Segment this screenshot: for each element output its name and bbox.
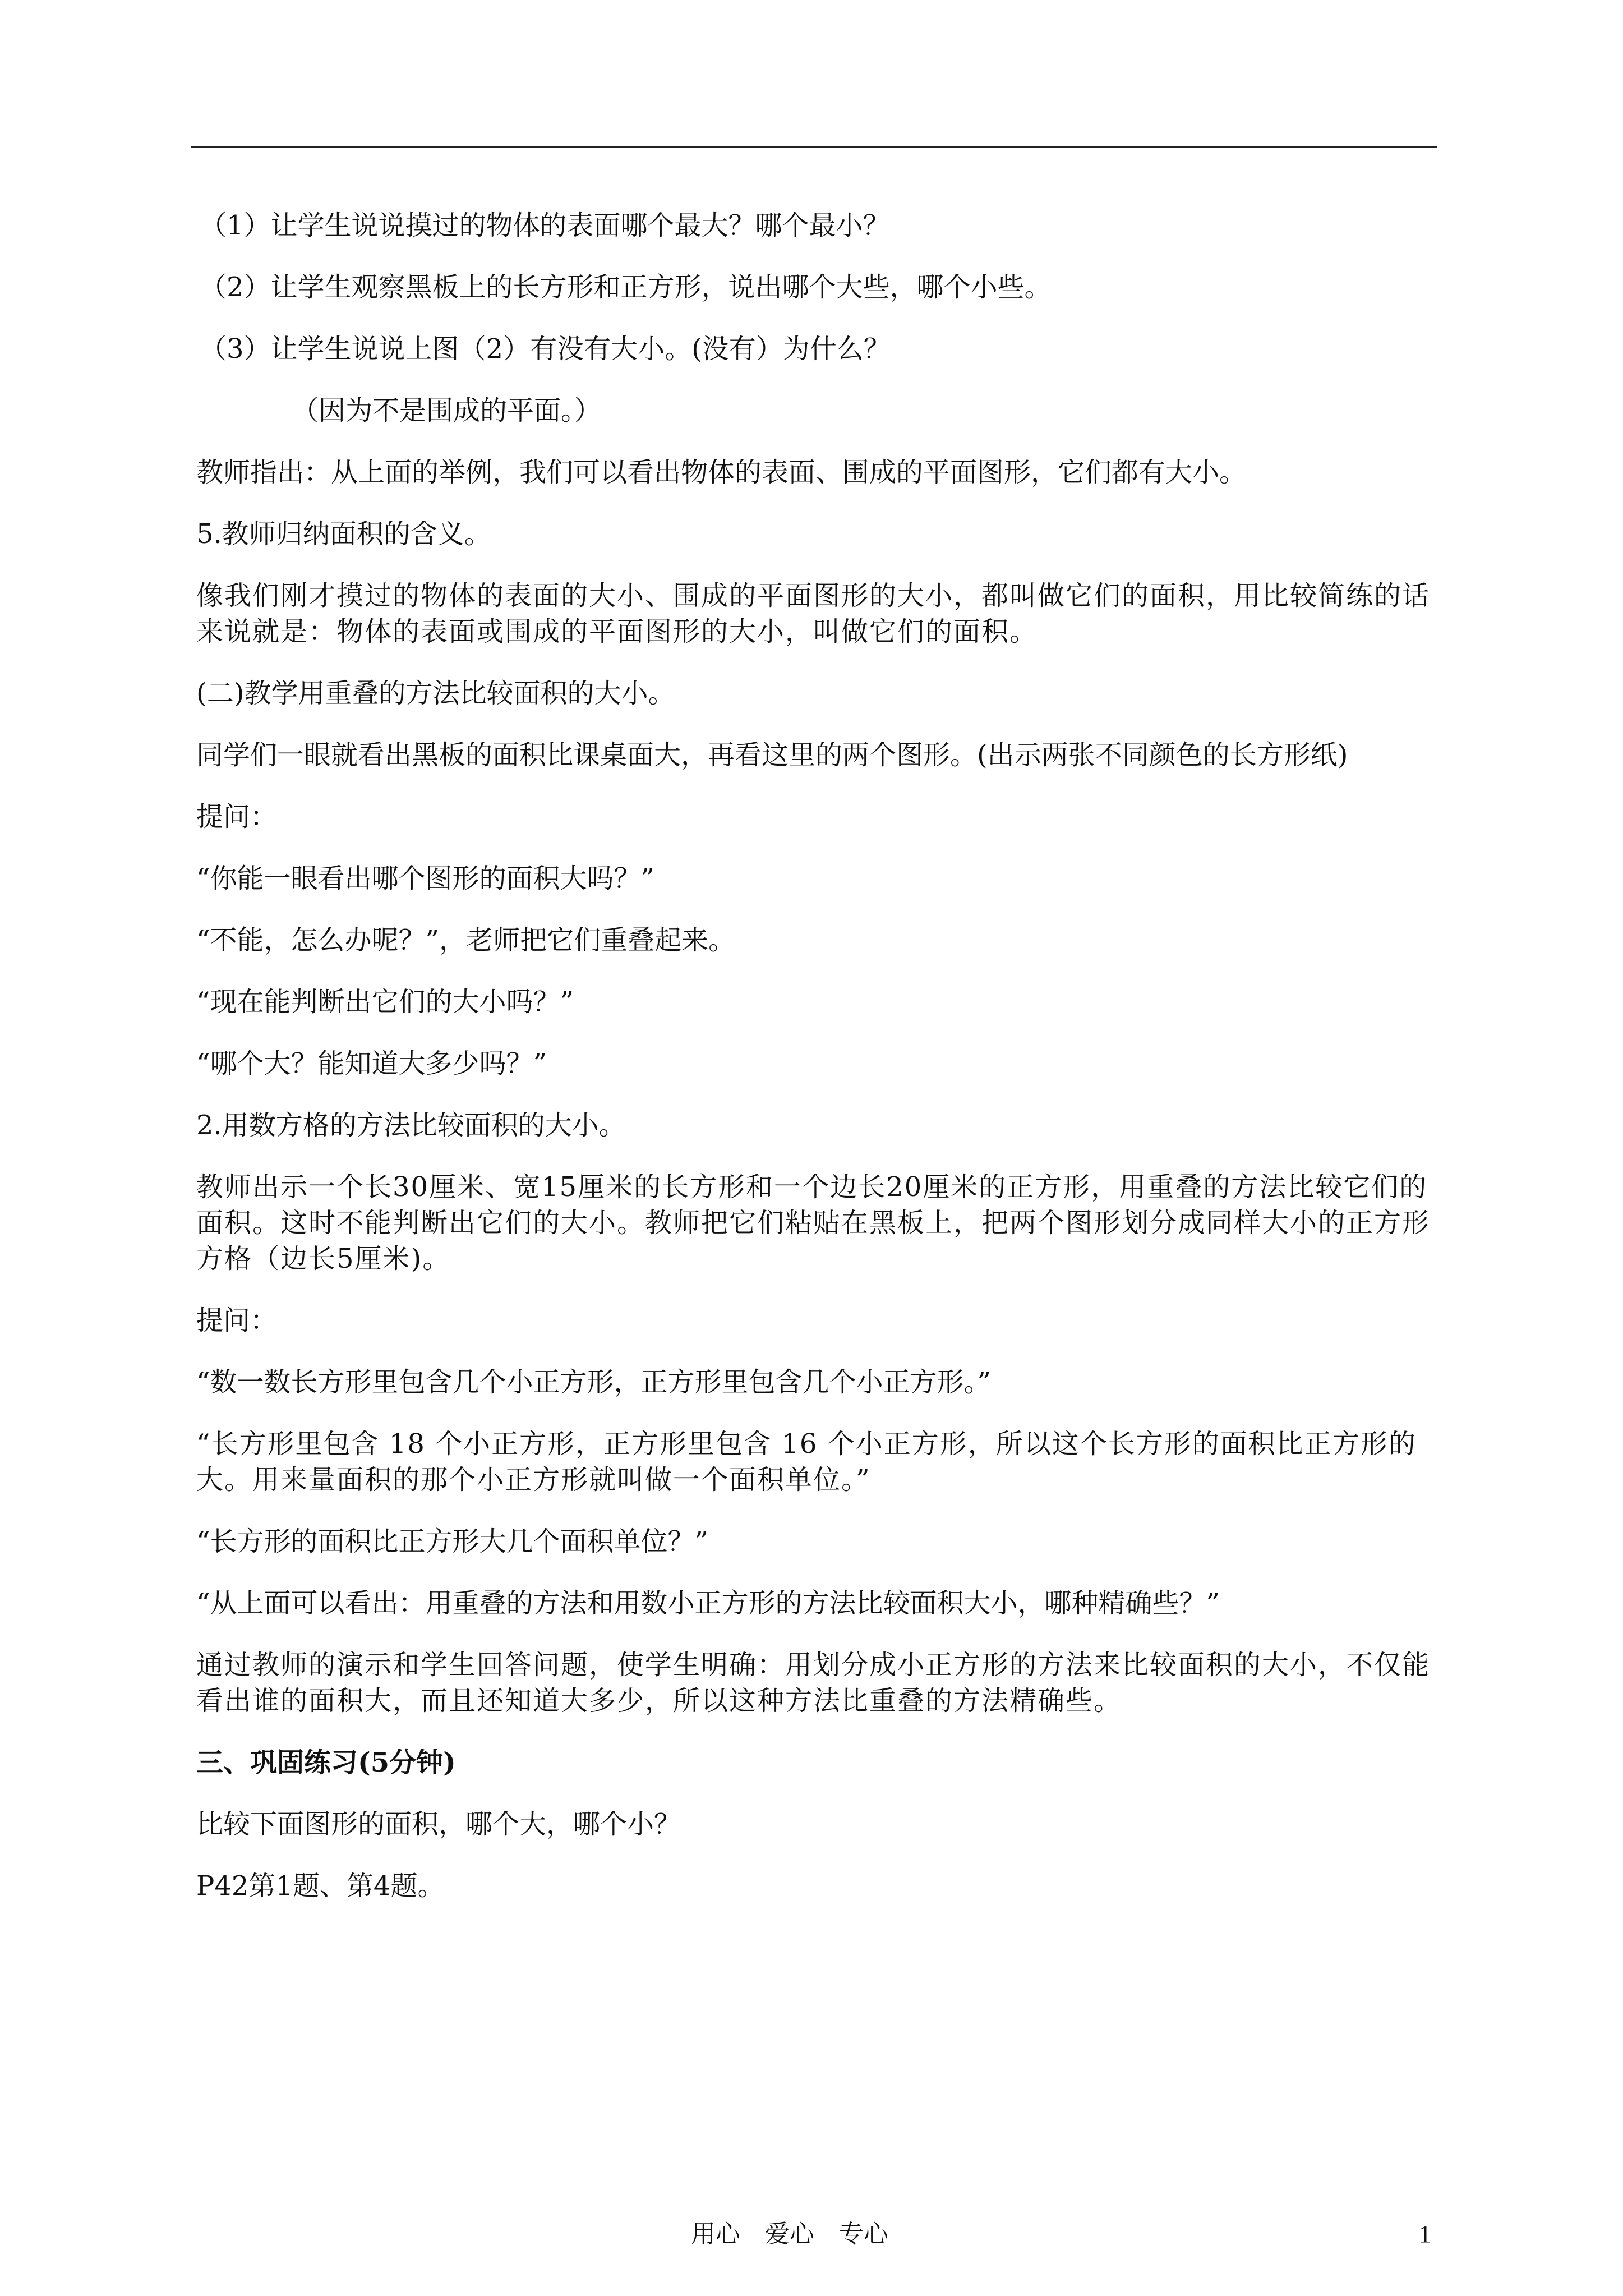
paragraph: 5.教师归纳面积的含义。 <box>196 518 491 550</box>
paragraph: 比较下面图形的面积，哪个大，哪个小？ <box>196 1809 681 1840</box>
paragraph: 三、巩固练习(5分钟) <box>196 1747 456 1778</box>
paragraph: 教师出示一个长30厘米、宽15厘米的长方形和一个边长20厘米的正方形，用重叠的方法比较它们的面积。这时不能判断出它们的大小。教师把它们粘贴在黑板上，把两个图形划分成同样大小的正方形方格（边长5厘米)。 <box>196 1171 1431 1274</box>
paragraph: 通过教师的演示和学生回答问题，使学生明确：用划分成小正方形的方法来比较面积的大小，不仅能看出谁的面积大，而且还知道大多少，所以这种方法比重叠的方法精确些。 <box>196 1649 1431 1717</box>
footer-motto: 用心 爱心 专心 <box>691 2220 888 2248</box>
paragraph: “长方形里包含 18 个小正方形，正方形里包含 16 个小正方形，所以这个长方形的面积比正方形的大。用来量面积的那个小正方形就叫做一个面积单位。” <box>196 1428 1417 1496</box>
paragraph: 像我们刚才摸过的物体的表面的大小、围成的平面图形的大小，都叫做它们的面积，用比较简练的话来说就是：物体的表面或围成的平面图形的大小，叫做它们的面积。 <box>196 580 1431 647</box>
paragraph: P42第1题、第4题。 <box>196 1870 445 1902</box>
paragraph: “长方形的面积比正方形大几个面积单位？” <box>196 1526 709 1557</box>
page-number: 1 <box>1419 2220 1431 2248</box>
paragraph: 2.用数方格的方法比较面积的大小。 <box>196 1110 626 1141</box>
paragraph: （2）让学生观察黑板上的长方形和正方形，说出哪个大些，哪个小些。 <box>200 272 1052 303</box>
paragraph: 提问： <box>196 801 278 832</box>
paragraph: “从上面可以看出：用重叠的方法和用数小正方形的方法比较面积大小，哪种精确些？” <box>196 1588 1220 1619</box>
paragraph: 提问： <box>196 1305 278 1336</box>
paragraph: （因为不是围成的平面。） <box>292 395 602 426</box>
paragraph: (二)教学用重叠的方法比较面积的大小。 <box>196 678 675 709</box>
paragraph: 教师指出：从上面的举例，我们可以看出物体的表面、围成的平面图形，它们都有大小。 <box>196 457 1247 488</box>
paragraph: “不能，怎么办呢？”，老师把它们重叠起来。 <box>196 924 736 956</box>
document-body <box>196 208 1436 1930</box>
paragraph: （1）让学生说说摸过的物体的表面哪个最大？哪个最小？ <box>200 210 890 241</box>
paragraph: （3）让学生说说上图（2）有没有大小。(没有）为什么？ <box>200 333 891 365</box>
paragraph: 同学们一眼就看出黑板的面积比课桌面大，再看这里的两个图形。(出示两张不同颜色的长方形纸) <box>196 739 1348 771</box>
paragraph: “哪个大？能知道大多少吗？” <box>196 1048 547 1079</box>
paragraph: “数一数长方形里包含几个小正方形，正方形里包含几个小正方形。” <box>196 1366 992 1398</box>
paragraph: “现在能判断出它们的大小吗？” <box>196 986 574 1018</box>
header-rule <box>191 146 1437 148</box>
paragraph: “你能一眼看出哪个图形的面积大吗？” <box>196 863 655 894</box>
